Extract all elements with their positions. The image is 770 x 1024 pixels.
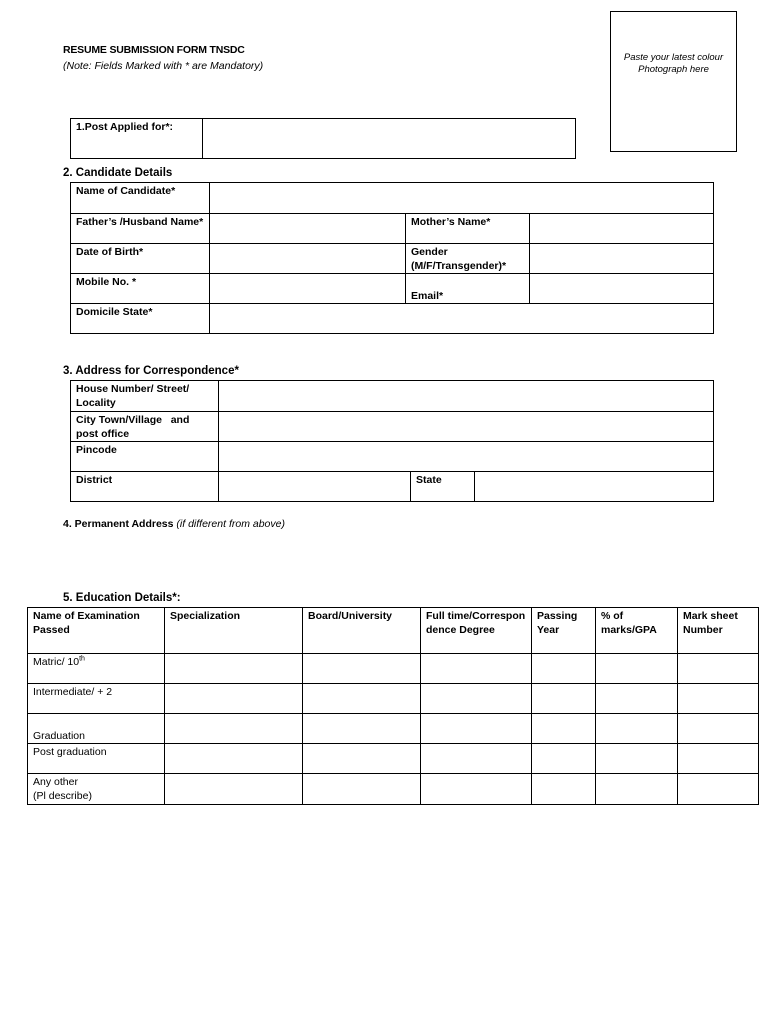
post-applied-field[interactable] xyxy=(203,119,576,159)
dob-label: Date of Birth* xyxy=(71,244,210,274)
photo-box[interactable] xyxy=(610,11,737,152)
photo-instruction-line2: Photograph here xyxy=(638,64,709,75)
mandatory-note: (Note: Fields Marked with * are Mandatory) xyxy=(63,60,264,72)
table-row xyxy=(28,774,759,805)
state-label: State xyxy=(411,472,475,502)
email-field[interactable] xyxy=(530,274,714,304)
row-label-intermediate: Intermediate/ + 2 xyxy=(28,684,165,714)
domicile-label: Domicile State* xyxy=(71,304,210,334)
domicile-field[interactable] xyxy=(210,304,714,334)
mobile-label: Mobile No. * xyxy=(71,274,210,304)
district-field[interactable] xyxy=(219,472,411,502)
photo-instruction-line1: Paste your latest colour xyxy=(623,52,724,63)
row-label-other: Any other (Pl describe) xyxy=(28,774,165,805)
city-label: City Town/Village and post office xyxy=(71,412,219,442)
table-row xyxy=(28,684,759,714)
post-applied-table xyxy=(70,118,576,159)
col-marksheet: Mark sheet Number xyxy=(678,608,759,654)
candidate-details-heading: 2. Candidate Details xyxy=(63,167,173,179)
table-row xyxy=(28,654,759,684)
mother-name-field[interactable] xyxy=(530,214,714,244)
house-label: House Number/ Street/ Locality xyxy=(71,381,219,412)
education-heading: 5. Education Details*: xyxy=(63,592,181,604)
district-label: District xyxy=(71,472,219,502)
col-marks: % of marks/GPA xyxy=(596,608,678,654)
address-table xyxy=(70,380,714,502)
form-title: RESUME SUBMISSION FORM TNSDC xyxy=(63,44,245,56)
email-label: Email* xyxy=(406,274,530,304)
permanent-address-label: 4. Permanent Address xyxy=(63,518,174,530)
col-specialization: Specialization xyxy=(165,608,303,654)
city-field[interactable] xyxy=(219,412,714,442)
row-label-post-graduation: Post graduation xyxy=(28,744,165,774)
gender-field[interactable] xyxy=(530,244,714,274)
row-label-graduation: Graduation xyxy=(28,714,165,744)
table-row xyxy=(28,714,759,744)
permanent-address-note: (if different from above) xyxy=(176,518,285,530)
pincode-field[interactable] xyxy=(219,442,714,472)
candidate-name-field[interactable] xyxy=(210,183,714,214)
post-applied-label: 1.Post Applied for*: xyxy=(71,119,203,159)
gender-label: Gender (M/F/Transgender)* xyxy=(406,244,530,274)
address-heading: 3. Address for Correspondence* xyxy=(63,365,239,377)
education-table xyxy=(27,607,759,805)
table-row xyxy=(28,744,759,774)
father-name-field[interactable] xyxy=(210,214,406,244)
dob-field[interactable] xyxy=(210,244,406,274)
pincode-label: Pincode xyxy=(71,442,219,472)
candidate-name-label: Name of Candidate* xyxy=(71,183,210,214)
house-field[interactable] xyxy=(219,381,714,412)
candidate-details-table xyxy=(70,182,714,334)
col-exam-name: Name of Examination Passed xyxy=(28,608,165,654)
row-label-matric: Matric/ 10th xyxy=(28,654,165,684)
col-passing-year: Passing Year xyxy=(532,608,596,654)
col-board: Board/University xyxy=(303,608,421,654)
col-degree-type: Full time/Correspondence Degree xyxy=(421,608,532,654)
mother-name-label: Mother’s Name* xyxy=(406,214,530,244)
state-field[interactable] xyxy=(475,472,714,502)
mobile-field[interactable] xyxy=(210,274,406,304)
father-name-label: Father’s /Husband Name* xyxy=(71,214,210,244)
permanent-address-heading xyxy=(63,518,285,530)
